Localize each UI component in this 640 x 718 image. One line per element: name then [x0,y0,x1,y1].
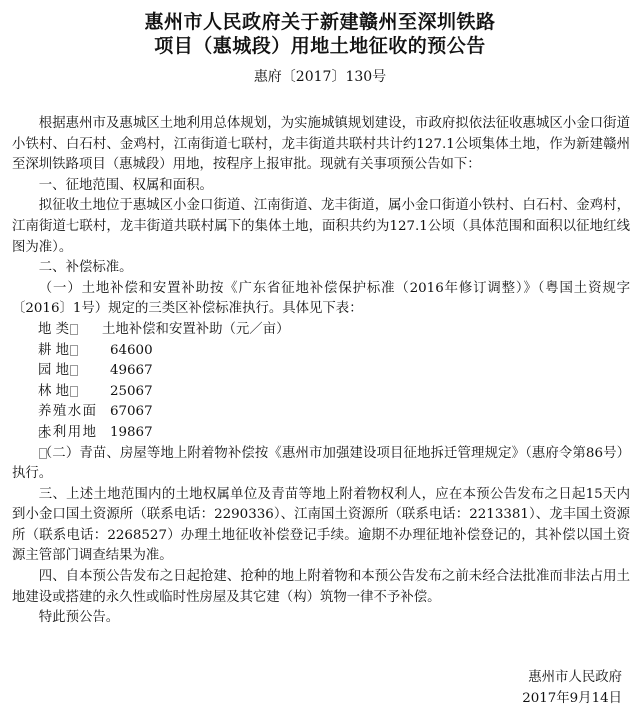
document-number: 惠府〔2017〕130号 [253,69,387,85]
table-row [12,423,630,444]
land-type-cell: 未利用地 [38,424,96,440]
issuing-organization: 惠州市人民政府 [528,670,622,685]
compensation-value-cell: 49667 [110,363,153,379]
placeholder-glyph-icon [70,324,78,335]
section-2-item-1: （一）土地补偿和安置补助按《广东省征地补偿保护标准（2016年修订调整）》（粤国土资规字〔2016〕1号）规定的三类区补偿标准执行。具体见下表： [12,280,630,317]
section-2-item-2: （二）青苗、房屋等地上附着物补偿按《惠州市加强建设项目征地拆迁管理规定》（惠府令第86号）执行。 [12,445,630,482]
placeholder-glyph-icon [70,365,78,376]
table-header-land-type: 地 类 [38,321,70,337]
section-3-text: 三、上述土地范围内的土地权属单位及青苗等地上附着物权利人，应在本预公告发布之日起15天内到小金口国土资源所（联系电话：2290336）、江南国土资源所（联系电话：2213381）、龙丰国土资源所（联系电话：2268527）办理土地征收补偿登记手续。逾期不办理征地补偿登记的，其补偿以国土资源主管部门调查结果为准。 [12,486,630,564]
table-header-row [12,320,630,341]
section-1-heading: 一、征地范围、权属和面积。 [38,177,213,193]
section-4-text: 四、自本预公告发布之日起抢建、抢种的地上附着物和本预公告发布之前未经合法批准而非法占用土地建设或搭建的永久性或临时性房屋及其它建（构）筑物一律不予补偿。 [12,569,630,605]
document-title-line-2: 项目（惠城段）用地土地征收的预公告 [154,35,486,57]
document-body [12,114,630,629]
land-type-cell: 耕 地 [38,342,70,358]
section-1-text: 拟征收土地位于惠城区小金口街道、江南街道、龙丰街道，属小金口街道小铁村、白石村、金鸡村，江南街道七联村，龙丰街道共联村属下的集体土地，面积共约为127.1公顷（具体范围和面积以征地红线图为准）。 [12,198,630,255]
compensation-value-cell: 25067 [110,383,153,399]
compensation-value-cell: 67067 [110,404,153,420]
compensation-table [12,320,630,444]
land-type-cell: 园 地 [38,363,70,379]
table-row [12,402,630,423]
section-2-heading: 二、补偿标准。 [38,260,133,276]
placeholder-glyph-icon [70,386,78,397]
document-title-line-1: 惠州市人民政府关于新建赣州至深圳铁路 [144,11,496,33]
table-header-compensation: 土地补偿和安置补助（元／亩） [102,321,290,337]
table-row [12,382,630,403]
land-type-cell: 林 地 [38,383,70,399]
compensation-value-cell: 64600 [110,342,153,358]
issue-date: 2017年9月14日 [522,691,622,706]
table-row [12,341,630,362]
land-type-cell: 养殖水面 [38,404,96,420]
intro-paragraph: 根据惠州市及惠城区土地利用总体规划，为实施城镇规划建设，市政府拟依法征收惠城区小金口街道小铁村、白石村、金鸡村，江南街道七联村，龙丰街道共联村共计约127.1公顷集体土地，作为新建赣州至深圳铁路项目（惠城段）用地，按程序上报审批。现就有关事项预公告如下： [12,116,630,173]
table-row [12,361,630,382]
closing-text: 特此预公告。 [38,610,120,626]
placeholder-glyph-icon [70,345,78,356]
compensation-value-cell: 19867 [110,424,153,440]
